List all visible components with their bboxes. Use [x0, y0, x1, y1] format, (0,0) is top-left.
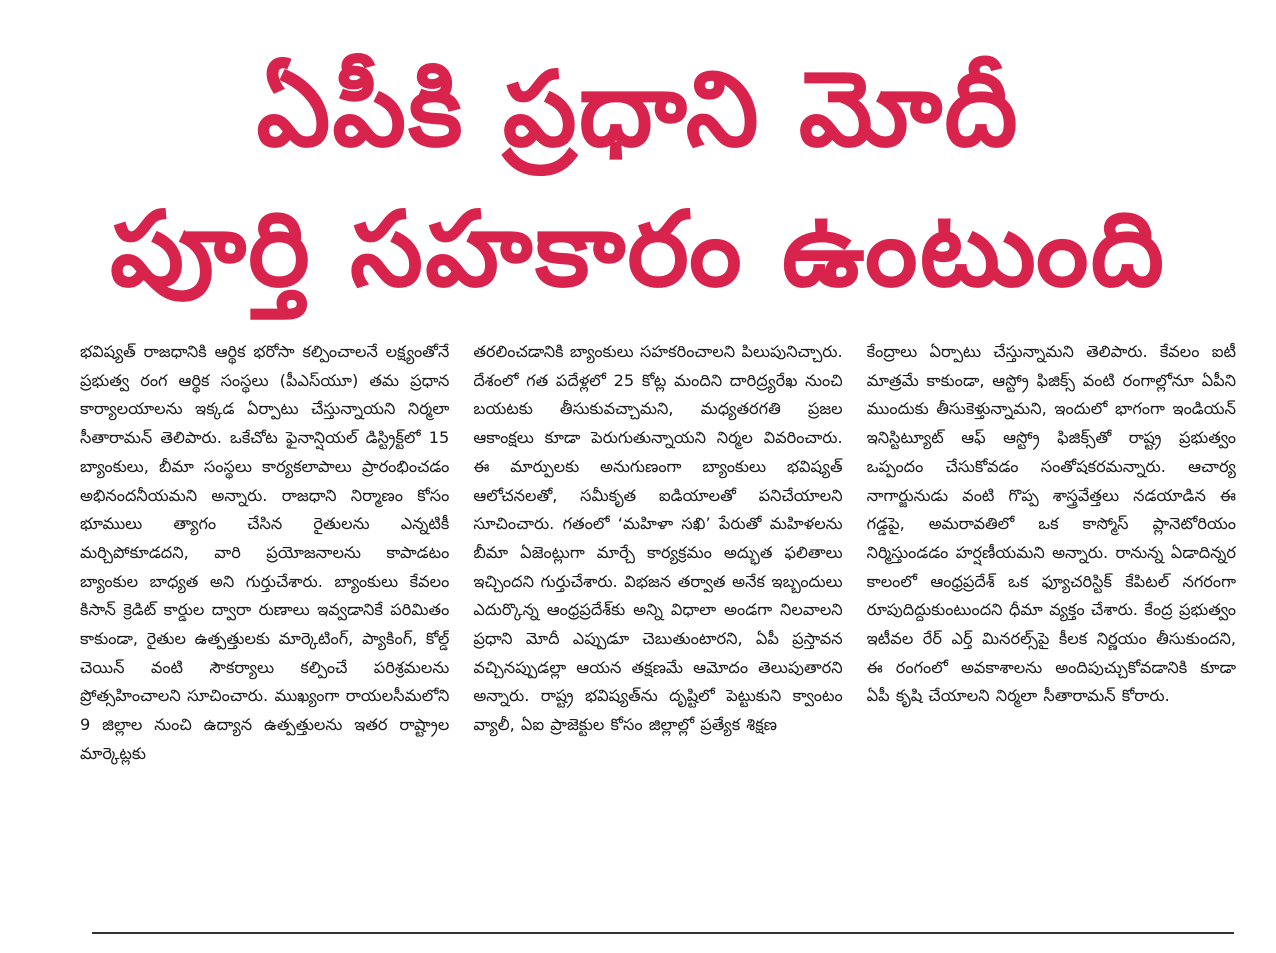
headline-line-1: ఏపీకి ప్రధాని మోదీ — [256, 48, 1020, 171]
article-column-2: తరలించడానికి బ్యాంకులు సహకరించాలని పిలుపునిచ్చారు. దేశంలో గత పదేళ్లలో 25 కోట్ల మందిని దారిద్ర్యరేఖ నుంచి బయటకు తీసుకువచ్చామని, మధ్యతరగతి ప్రజల ఆకాంక్షలు కూడా పెరుగుతున్నాయని నిర్మల వివరించారు. ఈ మార్పులకు అనుగుణంగా బ్యాంకులు భవిష్యత్ ఆలోచనలతో, సమీకృత ఐడియాలతో పనిచేయాలని సూచించారు. గతంలో ‘మహిళా సఖి’ పేరుతో మహిళలను బీమా ఏజెంట్లుగా మార్చే కార్యక్రమం అద్భుత ఫలితాలు ఇచ్చిందని గుర్తుచేశారు. విభజన తర్వాత అనేక ఇబ్బందులు ఎదుర్కొన్న ఆంధ్రప్రదేశ్‌కు అన్ని విధాలా అండగా నిలవాలని ప్రధాని మోదీ ఎప్పుడూ చెబుతుంటారని, ఏపీ ప్రస్తావన వచ్చినప్పుడల్లా ఆయన తక్షణమే ఆమోదం తెలుపుతారని అన్నారు. రాష్ట్ర భవిష్యత్‌ను దృష్టిలో పెట్టుకుని క్వాంటం వ్యాలీ, ఏఐ ప్రాజెక్టుల కోసం జిల్లాల్లో ప్రత్యేక శిక్షణ — [473, 342, 843, 735]
article-body — [80, 338, 1236, 904]
article-column-3: కేంద్రాలు ఏర్పాటు చేస్తున్నామని తెలిపారు. కేవలం ఐటీ మాత్రమే కాకుండా, ఆస్ట్రో ఫిజిక్స్ వంటి రంగాల్లోనూ ఏపీని ముందుకు తీసుకెళ్తున్నామని, ఇందులో భాగంగా ఇండియన్ ఇనిస్టిట్యూట్ ఆఫ్ ఆస్ట్రో ఫిజిక్స్‌తో రాష్ట్ర ప్రభుత్వం ఒప్పందం చేసుకోవడం సంతోషకరమన్నారు. ఆచార్య నాగార్జునుడు వంటి గొప్ప శాస్త్రవేత్తలు నడయాడిన ఈ గడ్డపై, అమరావతిలో ఒక కాస్మోస్ ప్లానెటోరియం నిర్మిస్తుండడం హర్షణీయమని అన్నారు. రానున్న ఏడాదిన్నర కాలంలో ఆంధ్రప్రదేశ్ ఒక ఫ్యూచరిస్టిక్ కేపిటల్ నగరంగా రూపుదిద్దుకుంటుందని ధీమా వ్యక్తం చేశారు. కేంద్ర ప్రభుత్వం ఇటీవల రేర్ ఎర్త్ మినరల్స్‌పై కీలక నిర్ణయం తీసుకుందని, ఈ రంగంలో అవకాశాలను అందిపుచ్చుకోవడానికి కూడా ఏపీ కృషి చేయాలని నిర్మలా సీతారామన్ కోరారు. — [866, 342, 1236, 706]
headline-line-2: పూర్తి సహకారం ఉంటుంది — [109, 188, 1167, 311]
article-column-1: భవిష్యత్ రాజధానికి ఆర్థిక భరోసా కల్పించాలనే లక్ష్యంతోనే ప్రభుత్వ రంగ ఆర్థిక సంస్థలు (పీఎస్‌యూ) తమ ప్రధాన కార్యాలయాలను ఇక్కడ ఏర్పాటు చేస్తున్నాయని నిర్మలా సీతారామన్ తెలిపారు. ఒకేచోట ఫైనాన్షియల్ డిస్ట్రిక్ట్‌లో 15 బ్యాంకులు, బీమా సంస్థలు కార్యకలాపాలు ప్రారంభించడం అభినందనీయమని అన్నారు. రాజధాని నిర్మాణం కోసం భూములు త్యాగం చేసిన రైతులను ఎన్నటికీ మర్చిపోకూడదని, వారి ప్రయోజనాలను కాపాడటం బ్యాంకుల బాధ్యత అని గుర్తుచేశారు. బ్యాంకులు కేవలం కిసాన్ క్రెడిట్ కార్డుల ద్వారా రుణాలు ఇవ్వడానికే పరిమితం కాకుండా, రైతుల ఉత్పత్తులకు మార్కెటింగ్, ప్యాకింగ్, కోల్డ్ చెయిన్ వంటి సౌకర్యాలు కల్పించే పరిశ్రమలను ప్రోత్సహించాలని సూచించారు. ముఖ్యంగా రాయలసీమలోని 9 జిల్లాల నుంచి ఉద్యాన ఉత్పత్తులను ఇతర రాష్ట్రాల మార్కెట్లకు — [80, 342, 450, 763]
headline — [0, 39, 1276, 319]
bottom-rule — [92, 932, 1234, 934]
